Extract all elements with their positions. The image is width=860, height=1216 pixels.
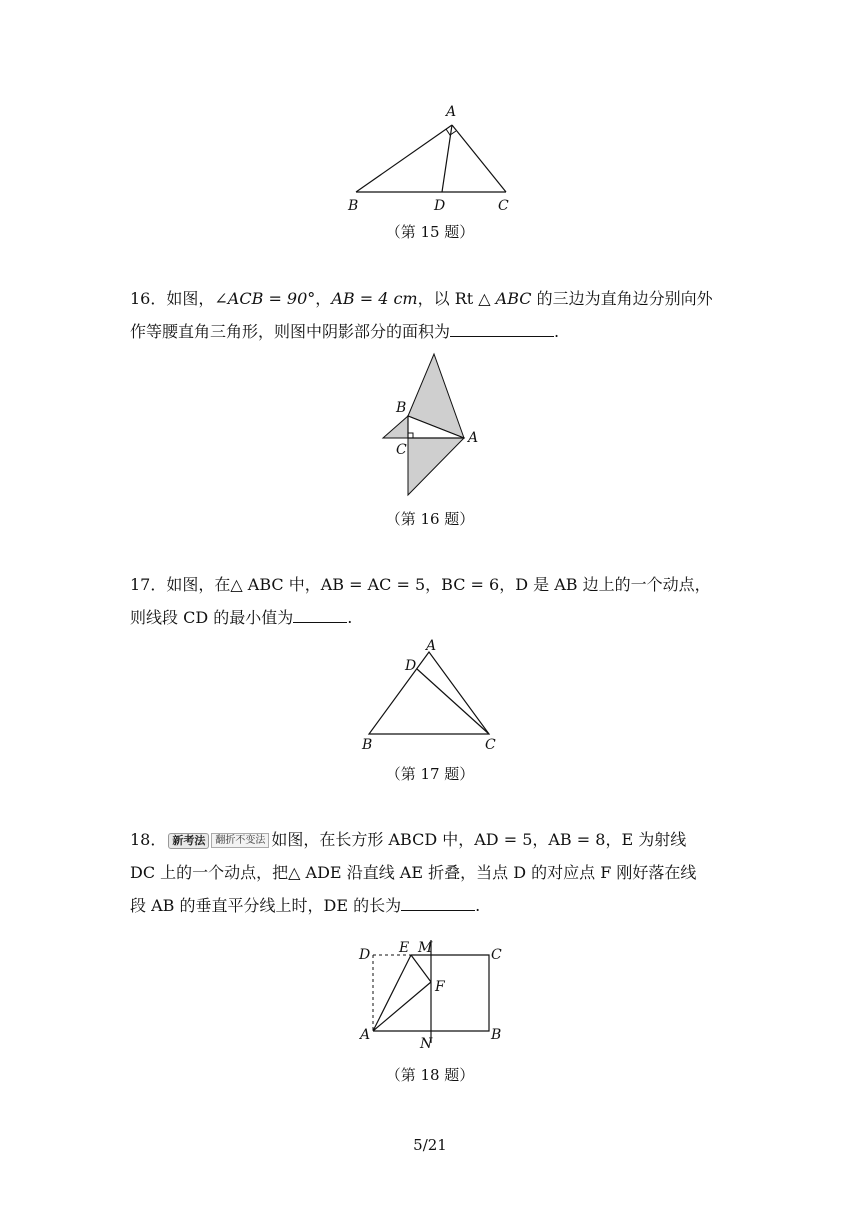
label-b: B [491,1027,502,1043]
answer-blank-17[interactable] [293,605,347,623]
segment-ae [373,955,411,1031]
label-e: E [399,940,410,956]
question-17 [130,568,730,634]
page-number: 5/21 [413,1136,447,1154]
label-m: M [418,940,433,956]
caption-18: （第 18 题） [385,1066,475,1084]
label-c: C [396,442,407,458]
label-d: D [405,658,417,674]
caption-16: （第 16 题） [385,510,475,528]
answer-blank-16[interactable] [450,319,554,337]
segment-cd [417,669,489,734]
new-method-badge: 新考法 翻折不变法 [168,833,269,849]
question-17-line-2: 则线段 CD 的最小值为 . [130,601,730,634]
segment-ef [411,955,431,982]
label-f: F [435,979,445,995]
caption-15: （第 15 题） [385,223,475,241]
answer-blank-18[interactable] [401,893,475,911]
label-a: A [446,104,457,120]
question-18-line-3: 段 AB 的垂直平分线上时，DE 的长为 . [130,889,730,922]
label-d: D [434,198,446,214]
question-18-line-2: DC 上的一个动点，把△ ADE 沿直线 AE 折叠，当点 D 的对应点 F 刚好落在线 [130,863,697,882]
question-16 [130,282,730,348]
label-b: B [362,737,373,753]
caption-17: （第 17 题） [385,765,475,783]
label-a: A [360,1027,371,1043]
segment-ac [452,125,506,192]
label-n: N [420,1036,433,1052]
label-b: B [348,198,359,214]
question-17-line-1: 17．如图，在△ ABC 中，AB = AC = 5，BC = 6，D 是 AB 边上的一个动点， [130,575,711,594]
label-b: B [396,400,407,416]
label-c: C [498,198,509,214]
label-c: C [491,947,502,963]
segment-af [373,982,431,1031]
triangle-abc [369,652,489,734]
figure-16 [370,350,490,500]
shaded-triangle-bottom [408,438,464,495]
question-18 [130,823,730,922]
question-16-line-2: 作等腰直角三角形，则图中阴影部分的面积为 . [130,315,730,348]
label-a: A [426,638,437,654]
figure-17 [355,638,505,758]
label-c: C [485,737,496,753]
question-18-line-1: 18． 新考法 翻折不变法 如图，在长方形 ABCD 中，AD = 5，AB = 8，E 为射线 [130,830,687,849]
label-a: A [468,430,479,446]
segment-ab [356,125,452,192]
figure-15 [340,100,530,215]
shaded-triangle-left [383,416,408,438]
figure-18 [350,935,520,1055]
question-16-line-1: 16．如图，∠ACB = 90°，AB = 4 cm，以 Rt △ ABC 的三边为直角边分别向外 [130,289,713,308]
label-d: D [359,947,371,963]
